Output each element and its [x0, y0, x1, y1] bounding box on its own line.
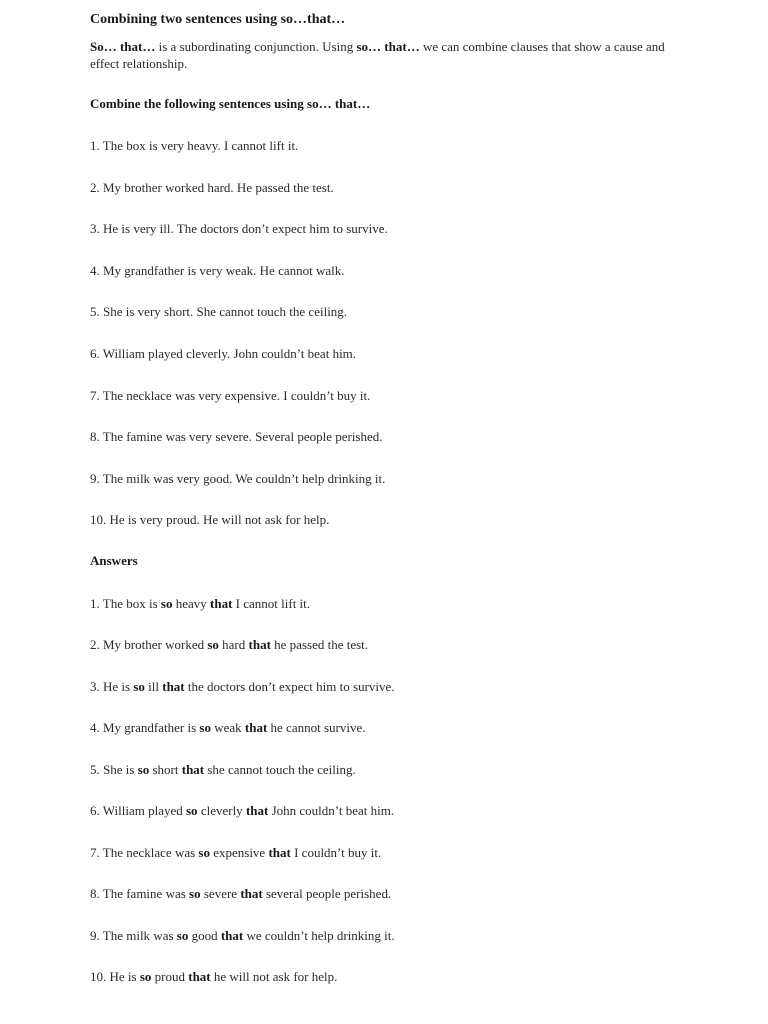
answer-text: weak [210, 720, 245, 735]
question-item: 8. The famine was very severe. Several people perished. [90, 429, 383, 444]
intro-text: is a subordinating conjunction. Using [155, 39, 357, 54]
intro-paragraph [90, 38, 690, 72]
answer-item [90, 679, 395, 695]
page-title: Combining two sentences using so…that… [90, 12, 346, 27]
answers-heading: Answers [90, 553, 138, 568]
answer-text: expensive [209, 845, 269, 860]
answer-keyword-so: so [160, 596, 173, 611]
answer-keyword-that: that [240, 886, 263, 901]
answer-keyword-so: so [198, 845, 210, 860]
answer-keyword-so: so [186, 803, 198, 818]
answer-keyword-that: that [244, 720, 268, 735]
answer-item [90, 762, 356, 778]
question-item: 10. He is very proud. He will not ask for help. [90, 512, 330, 527]
answer-keyword-so: so [199, 720, 211, 735]
intro-term-so-that: So… that… [90, 39, 156, 54]
answer-text: we couldn’t help drinking it. [243, 928, 395, 943]
question-item: 2. My brother worked hard. He passed the test. [90, 180, 334, 195]
answer-item [90, 845, 381, 861]
answer-text: 7. The necklace was [90, 845, 199, 860]
question-item: 1. The box is very heavy. I cannot lift it. [90, 138, 299, 153]
intro-term-so-that: so… that… [356, 39, 420, 54]
answer-item [90, 803, 394, 819]
answer-text: 4. My grandfather is [90, 720, 200, 735]
answer-item [90, 969, 337, 985]
answer-text: I couldn’t buy it. [290, 845, 382, 860]
answer-text: he passed the test. [270, 637, 369, 652]
answer-keyword-so: so [133, 679, 145, 694]
answer-keyword-that: that [268, 845, 291, 860]
question-item: 6. William played cleverly. John couldn’t beat him. [90, 346, 357, 361]
answer-item [90, 596, 310, 612]
answer-text: proud [151, 969, 189, 984]
answer-text: John couldn’t beat him. [268, 803, 395, 818]
question-item: 7. The necklace was very expensive. I couldn’t buy it. [90, 388, 371, 403]
intro-text: we can combine clauses that show a cause and effect relationship. [90, 39, 665, 71]
answer-text: hard [218, 637, 249, 652]
answer-keyword-that: that [181, 762, 205, 777]
answer-text: 9. The milk was [90, 928, 177, 943]
question-item: 5. She is very short. She cannot touch the ceiling. [90, 304, 348, 319]
answer-text: 1. The box is [90, 596, 161, 611]
answer-keyword-so: so [189, 886, 201, 901]
answer-text: 2. My brother worked [90, 637, 208, 652]
answer-text: good [188, 928, 221, 943]
answer-text: 6. William played [90, 803, 186, 818]
answer-item [90, 720, 365, 736]
answer-keyword-so: so [207, 637, 219, 652]
answer-text: several people perished. [262, 886, 392, 901]
question-item: 4. My grandfather is very weak. He cannot walk. [90, 263, 345, 278]
answer-keyword-that: that [188, 969, 211, 984]
answer-text: the doctors don’t expect him to survive. [184, 679, 395, 694]
answer-text: 3. He is [90, 679, 134, 694]
answer-text: I cannot lift it. [232, 596, 311, 611]
answer-text: short [149, 762, 182, 777]
answer-item [90, 886, 391, 902]
question-item: 9. The milk was very good. We couldn’t help drinking it. [90, 471, 386, 486]
answer-keyword-that: that [210, 596, 233, 611]
answer-text: he cannot survive. [267, 720, 366, 735]
question-item: 3. He is very ill. The doctors don’t expect him to survive. [90, 221, 388, 236]
answer-text: he will not ask for help. [210, 969, 338, 984]
answer-keyword-that: that [248, 637, 271, 652]
answer-keyword-so: so [137, 762, 150, 777]
answer-keyword-that: that [220, 928, 244, 943]
answer-text: 8. The famine was [90, 886, 190, 901]
answer-text: 5. She is [90, 762, 138, 777]
answer-text: cleverly [197, 803, 246, 818]
answer-keyword-that: that [245, 803, 269, 818]
answer-item [90, 928, 395, 944]
answer-item [90, 637, 368, 653]
answer-text: ill [144, 679, 163, 694]
answer-text: heavy [172, 596, 211, 611]
answer-text: severe [200, 886, 241, 901]
answer-keyword-so: so [176, 928, 189, 943]
answer-keyword-that: that [162, 679, 185, 694]
answer-text: 10. He is [90, 969, 140, 984]
answer-text: she cannot touch the ceiling. [204, 762, 356, 777]
exercise-instruction: Combine the following sentences using so… that… [90, 96, 371, 111]
answer-keyword-so: so [139, 969, 152, 984]
